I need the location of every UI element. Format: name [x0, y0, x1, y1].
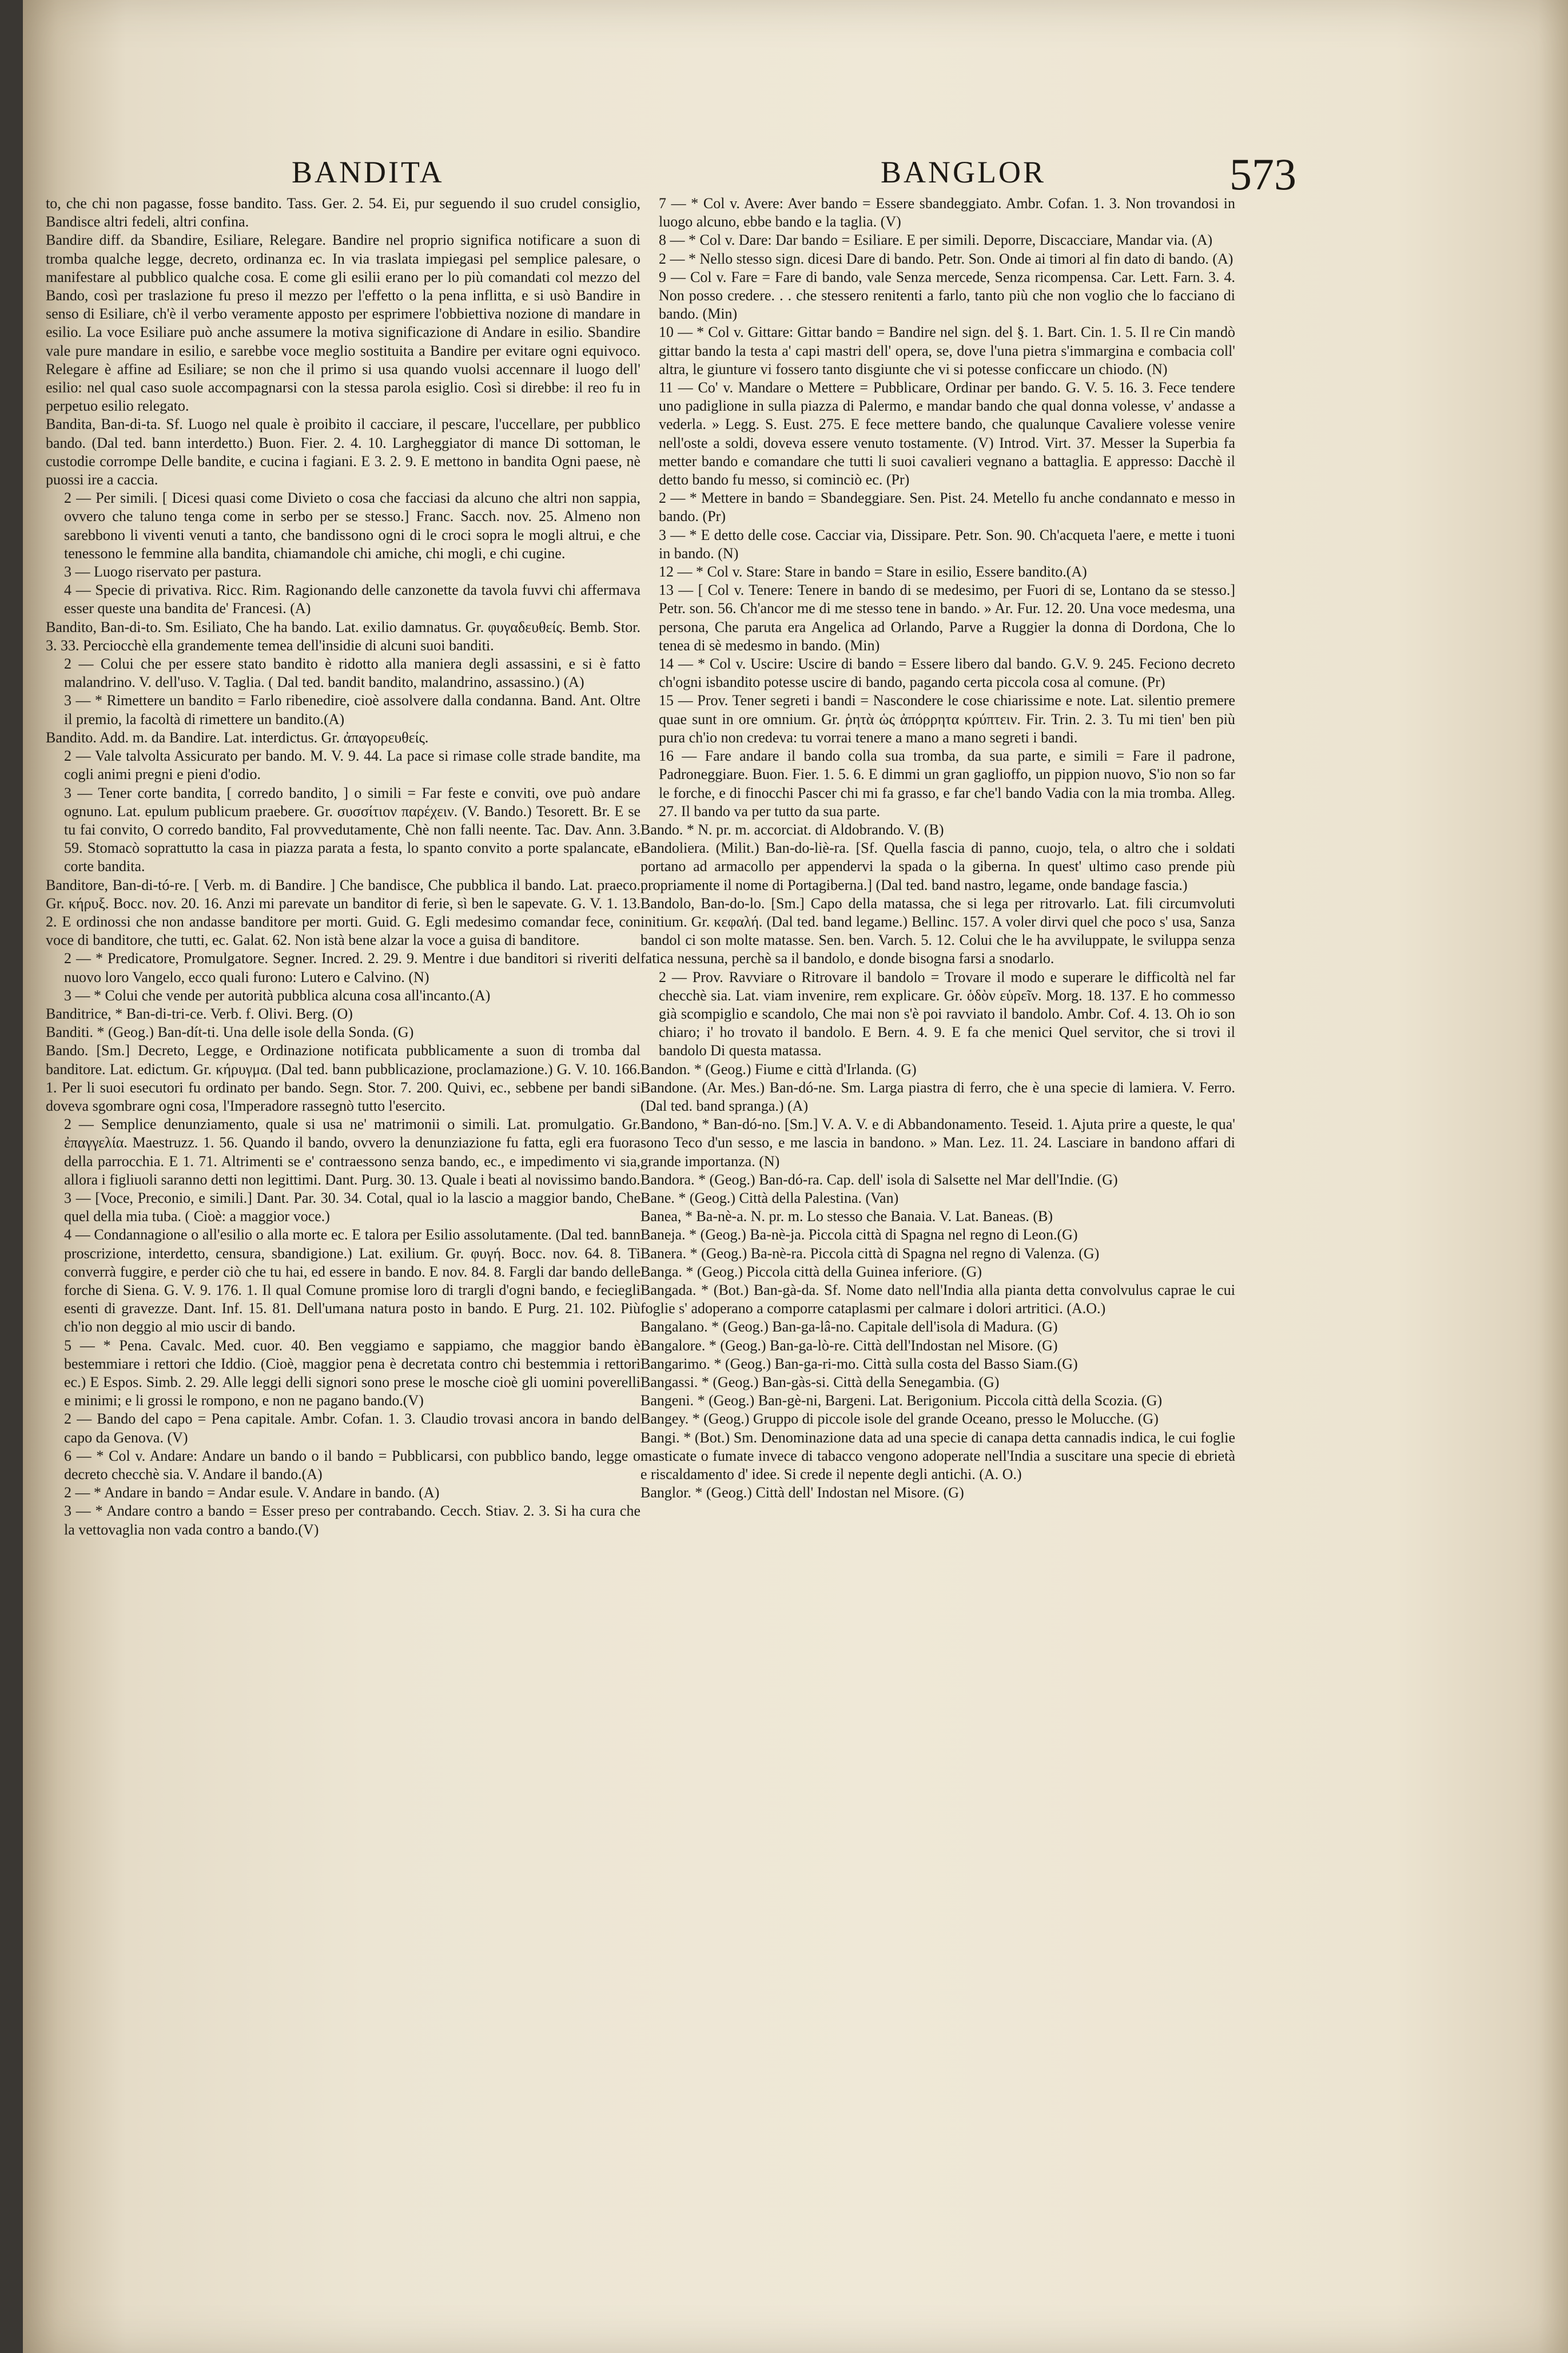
dictionary-entry: Banera. * (Geog.) Ba-nè-ra. Piccola città di Spagna nel regno di Valenza. (G): [640, 1245, 1100, 1262]
dictionary-entry: Banditi. * (Geog.) Ban-dít-ti. Una delle isole della Sonda. (G): [46, 1024, 414, 1041]
right-column: [640, 194, 1235, 2328]
dictionary-entry: Bangarimo. * (Geog.) Ban-ga-ri-mo. Città sulla costa del Basso Siam.(G): [640, 1355, 1078, 1372]
left-guide-word: BANDITA: [292, 155, 444, 189]
dictionary-entry: Bandita, Ban-di-ta. Sf. Luogo nel quale è proibito il cacciare, il pescare, l'uccellare, per pubblico bando. (Dal ted. bann interdetto.) Buon. Fier. 2. 4. 10. Largheggiator di mance Di sottoman, le custodie corrompe Delle bandite, e cucina i fagiani. E 3. 2. 9. E mettono in bandita Ogni paese, nè puossi ire a caccia.: [46, 416, 640, 488]
dictionary-entry: 3 — * Andare contro a bando = Esser preso per contrabando. Cecch. Stiav. 2. 3. Si ha cura che la vettovaglia non vada contro a bando.(V): [64, 1503, 640, 1538]
right-guide-word: BANGLOR: [881, 155, 1046, 189]
dictionary-entry: Bandon. * (Geog.) Fiume e città d'Irlanda. (G): [640, 1060, 917, 1078]
page-number: 573: [1229, 149, 1296, 199]
dictionary-entry: 7 — * Col v. Avere: Aver bando = Essere sbandeggiato. Ambr. Cofan. 1. 3. Non trovandosi in luogo alcuno, ebbe bando e la taglia. (V): [659, 195, 1235, 230]
dictionary-entry: Bangey. * (Geog.) Gruppo di piccole isole del grande Oceano, presso le Molucche. (G): [640, 1410, 1159, 1428]
dictionary-entry: 4 — Condannagione o all'esilio o alla morte ec. E talora per Esilio assolutamente. (Dal ted. bann proscrizione, interdetto, censura, sbandigione.) Lat. exilium. Gr. φυγή. Bocc. nov. 64. 8. Ti converrà fuggire, e perder ciò che tu hai, ed essere in bando. E nov. 84. 8. Fargli dar bando delle forche di Siena. G. V. 9. 176. 1. Il qual Comune promise loro di trargli d'ogni bando, e feciegli esenti di gravezze. Dant. Inf. 15. 81. Dell'umana natura posto in bando. E Purg. 21. 102. Più ch'io non deggio al mio uscir di bando.: [64, 1226, 640, 1336]
dictionary-entry: 3 — * Rimettere un bandito = Farlo ribenedire, cioè assolvere dalla condanna. Band. Ant. Oltre il premio, la facoltà di rimettere un bandito.(A): [64, 692, 640, 728]
dictionary-entry: Bandoliera. (Milit.) Ban-do-liè-ra. [Sf. Quella fascia di panno, cuojo, tela, o altro che i soldati portano ad armacollo per appendervi la spada o la giberna. In quest' ultimo caso prende più propriamente il nome di Portagiberna.] (Dal ted. band nastro, legame, onde bandage fascia.): [640, 840, 1235, 893]
dictionary-entry: 14 — * Col v. Uscire: Uscire di bando = Essere libero dal bando. G.V. 9. 245. Feciono decreto ch'ogni isbandito potesse uscire di bando, pagando certa piccola cosa al comune. (Pr): [659, 655, 1235, 691]
left-column: [46, 194, 640, 2328]
dictionary-entry: 2 — Per simili. [ Dicesi quasi come Divieto o cosa che facciasi da alcuno che altri non sappia, ovvero che taluno tenga come in serbo per se stesso.] Franc. Sacch. nov. 25. Almeno non sarebbono li viventi venuti a tanto, che bandissono ogni di le croci sopra le mogli altrui, e che tenessono le femmine alla bandita, chiamandole chi amiche, chi mogli, e chi cugine.: [64, 490, 640, 562]
dictionary-entry: 5 — * Pena. Cavalc. Med. cuor. 40. Ben veggiamo e sappiamo, che maggior bando è bestemmiare i rettori che Iddio. (Cioè, maggior pena è decretata contro chi bestemmia i rettori ec.) E Espos. Simb. 2. 29. Alle leggi delli signori sono prese le mosche cioè gli uomini poverelli e minimi; e li grossi le rompono, e non ne pagano bando.(V): [64, 1337, 640, 1409]
dictionary-entry: Bangalore. * (Geog.) Ban-ga-lò-re. Città dell'Indostan nel Misore. (G): [640, 1337, 1058, 1354]
dictionary-entry: 2 — * Nello stesso sign. dicesi Dare di bando. Petr. Son. Onde ai timori al fin dato di bando. (A): [659, 250, 1233, 267]
dictionary-entry: Bandito, Ban-di-to. Sm. Esiliato, Che ha bando. Lat. exilio damnatus. Gr. φυγαδευθείς. Bemb. Stor. 3. 33. Perciocchè ella grandemente temea dell'insidie di alcuni suoi banditi.: [46, 618, 640, 654]
book-page: [23, 0, 1568, 2353]
dictionary-entry: Baneja. * (Geog.) Ba-nè-ja. Piccola città di Spagna nel regno di Leon.(G): [640, 1226, 1078, 1243]
dictionary-entry: 12 — * Col v. Stare: Stare in bando = Stare in esilio, Essere bandito.(A): [659, 563, 1087, 581]
dictionary-entry: 9 — Col v. Fare = Fare di bando, vale Senza mercede, Senza ricompensa. Car. Lett. Farn. 3. 4. Non posso credere. . . che stessero renitenti a farlo, tanto più che non voglio che lo facciano di bando. (Min): [659, 268, 1235, 323]
dictionary-entry: Banga. * (Geog.) Piccola città della Guinea inferiore. (G): [640, 1263, 982, 1280]
dictionary-entry: 3 — * E detto delle cose. Cacciar via, Dissipare. Petr. Son. 90. Ch'acqueta l'aere, e mette i tuoni in bando. (N): [659, 526, 1235, 562]
dictionary-entry: 4 — Specie di privativa. Ricc. Rim. Ragionando delle canzonette da tavola fuvvi chi affermava esser queste una bandita de' Francesi. (A): [64, 582, 640, 617]
dictionary-entry: 10 — * Col v. Gittare: Gittar bando = Bandire nel sign. del §. 1. Bart. Cin. 1. 5. Il re Cin mandò gittar bando la testa a' capi mastri dell' opera, se, dove l'una pietra s'immargina e combacia coll' altra, le giunture vi fossero tanto disgiunte che vi si potesse conficcare un chiodo. (N): [659, 324, 1235, 377]
dictionary-entry: Banditrice, * Ban-di-tri-ce. Verb. f. Olivi. Berg. (O): [46, 1005, 353, 1022]
dictionary-entry: Bando. * N. pr. m. accorciat. di Aldobrando. V. (B): [640, 821, 944, 838]
dictionary-entry: Bane. * (Geog.) Città della Palestina. (Van): [640, 1189, 899, 1206]
dictionary-entry: Bangada. * (Bot.) Ban-gà-da. Sf. Nome dato nell'India alla pianta detta convolvulus caprae le cui foglie s' adoperano a comporre cataplasmi per calmare i dolori artritici. (A.O.): [640, 1281, 1235, 1317]
dictionary-entry: Bandono, * Ban-dó-no. [Sm.] V. A. V. e di Abbandonamento. Teseid. 1. Ajuta prire a queste, le qua' sono Teco d'un sesso, e me lascia in bandono. » Man. Lez. 11. 24. Lasciare in bandono affari di grande importanza. (N): [640, 1116, 1235, 1170]
dictionary-entry: 11 — Co' v. Mandare o Mettere = Pubblicare, Ordinar per bando. G. V. 5. 16. 3. Fece tendere uno padiglione in sulla piazza di Palermo, e mandar bando che qual donna volesse, v' andasse a vederla. » Legg. S. Eust. 275. E fece mettere bando, che qualunque Cavaliere volesse venire nell'oste a soldi, doveva essere venuto tostamente. (V) Introd. Virt. 37. Messer la Superbia fa metter bando e comandare che tutti li suoi cavalieri vegnano a battaglia. E appresso: Dacchè il detto bando fu messo, si cominciò ec. (Pr): [659, 379, 1235, 488]
dictionary-entry: Bando. [Sm.] Decreto, Legge, e Ordinazione notificata pubblicamente a suon di tromba dal banditore. Lat. edictum. Gr. κήρυγμα. (Dal ted. bann pubblicazione, proclamazione.) G. V. 10. 166. 1. Per li suoi esecutori fu ordinato per bando. Segn. Stor. 7. 200. Quivi, ec., sebbene per bandi si doveva sgombrare ogni cosa, l'Imperadore rassegnò tutto l'esercito.: [46, 1042, 640, 1114]
dictionary-entry: Bandito. Add. m. da Bandire. Lat. interdictus. Gr. ἀπαγορευθείς.: [46, 729, 429, 746]
dictionary-entry: 6 — * Col v. Andare: Andare un bando o il bando = Pubblicarsi, con pubblico bando, legge o decreto checchè sia. V. Andare il bando.(A): [64, 1447, 640, 1483]
dictionary-entry: Bangi. * (Bot.) Sm. Denominazione data ad una specie di canapa detta cannadis indica, le cui foglie masticate o fumate invece di tabacco vengono adoperate nell'India a suscitare una specie di ebrietà e riscaldamento d' idee. Si crede il nepente degli antichi. (A. O.): [640, 1429, 1235, 1483]
dictionary-entry: Bandire diff. da Sbandire, Esiliare, Relegare. Bandire nel proprio significa notificare a suon di tromba qualche legge, decreto, ordinanza ec. In via traslata impiegasi pel semplice palesare, o manifestare al pubblico qualche cosa. E come gli esilii erano per lo più comandati col mezzo del Bando, così per traslazione fu preso il mezzo per l'effetto o la pena inflitta, e si usò Bandire in senso di Esiliare, ch'è il verbo veramente apposto per esprimere l'obbiettiva nozione di mandare in esilio. La voce Esiliare può anche assumere la motiva significazione di Andare in esilio. Sbandire vale pure mandare in esilio, e sarebbe voce meglio sostituita a Bandire per evitare ogni equivoco. Relegare è affine ad Esiliare; se non che il primo si usa quando vuolsi accennare il luogo dell' esilio: nel qual caso suole accompagnarsi con la stessa parola esiglio. Così si direbbe: il reo fu in perpetuo esilio relegato.: [46, 232, 640, 415]
dictionary-entry: Bangalano. * (Geog.) Ban-ga-lâ-no. Capitale dell'isola di Madura. (G): [640, 1318, 1058, 1336]
dictionary-entry: to, che chi non pagasse, fosse bandito. Tass. Ger. 2. 54. Ei, pur seguendo il suo crudel consiglio, Bandisce altri fedeli, altri confina.: [46, 195, 640, 230]
dictionary-entry: 3 — [Voce, Preconio, e simili.] Dant. Par. 30. 34. Cotal, qual io la lascio a maggior bando, Che quel della mia tuba. ( Cioè: a maggior voce.): [64, 1189, 640, 1225]
dictionary-entry: 2 — Semplice denunziamento, quale si usa ne' matrimonii o simili. Lat. promulgatio. Gr. ἐπαγγελία. Maestruzz. 1. 56. Quando il bando, ovvero la denunziazione fu fatta, egli era fuora della parrocchia. E 1. 71. Altrimenti se e' contraessono senza bando, ec., e impedimento vi sia, allora i figliuoli saranno detti non legittimi. Dant. Purg. 30. 13. Quale i beati al novissimo bando.: [64, 1116, 640, 1188]
dictionary-entry: Banditore, Ban-di-tó-re. [ Verb. m. di Bandire. ] Che bandisce, Che pubblica il bando. Lat. praeco. Gr. κήρυξ. Bocc. nov. 20. 16. Anzi mi parevate un banditor di ferie, sì ben le sapevate. G. V. 1. 13. 2. E ordinossi che non andasse banditore per morti. Guid. G. Egli medesimo comandar fece, con voce di banditore, che tutti, ec. Galat. 62. Non istà bene alzar la voce a guisa di banditore.: [46, 876, 640, 949]
dictionary-entry: Bandone. (Ar. Mes.) Ban-dó-ne. Sm. Larga piastra di ferro, che è una specie di lamiera. V. Ferro. (Dal ted. band spranga.) (A): [640, 1079, 1235, 1114]
dictionary-entry: Bangassi. * (Geog.) Ban-gàs-si. Città della Senegambia. (G): [640, 1374, 1000, 1390]
dictionary-entry: 2 — Vale talvolta Assicurato per bando. M. V. 9. 44. La pace si rimase colle strade bandite, ma cogli animi pregni e pieni d'odio.: [64, 748, 640, 783]
dictionary-entry: 2 — Prov. Ravviare o Ritrovare il bandolo = Trovare il modo e superare le difficoltà nel far checchè sia. Lat. viam invenire, rem explicare. Gr. ὁδὸν εὑρεῖν. Morg. 18. 137. E ho commesso già scompiglio e scandolo, Che mai non s'è poi ravviato il bandolo. Ambr. Cof. 4. 13. Oh io son chiaro; i' ho trovato il bandolo. E Bern. 4. 9. E fa che menici Quel servitor, che si trovi il bandolo Di questa matassa.: [659, 968, 1235, 1059]
dictionary-entry: 8 — * Col v. Dare: Dar bando = Esiliare. E per simili. Deporre, Discacciare, Mandar via. (A): [659, 232, 1213, 249]
dictionary-entry: Bangeni. * (Geog.) Ban-gè-ni, Bargeni. Lat. Berigonium. Piccola città della Scozia. (G): [640, 1392, 1163, 1409]
dictionary-entry: 2 — * Predicatore, Promulgatore. Segner. Incred. 2. 29. 9. Mentre i due banditori si riveriti del nuovo loro Vangelo, ecco quali furono: Lutero e Calvino. (N): [64, 950, 640, 985]
dictionary-entry: 15 — Prov. Tener segreti i bandi = Nascondere le cose chiarissime e note. Lat. silentio premere quae sunt in ore omnium. Gr. ῥητὰ ὡς ἀπόρρητα κρύπτειν. Fir. Trin. 2. 3. Tu mi tien' ben più pura ch'io non credeva: tu vorrai tenere a mano a mano segreti i bandi.: [659, 692, 1235, 746]
dictionary-entry: Banea, * Ba-nè-a. N. pr. m. Lo stesso che Banaia. V. Lat. Baneas. (B): [640, 1208, 1053, 1225]
dictionary-entry: 3 — Luogo riservato per pastura.: [64, 563, 262, 581]
dictionary-entry: 13 — [ Col v. Tenere: Tenere in bando di se medesimo, per Fuori di se, Lontano da se stesso.] Petr. son. 56. Ch'ancor me di me stesso tene in bando. » Ar. Fur. 12. 20. Una voce medesma, una persona, Che paruta era Angelica ad Orlando, Parve a Ruggier la donna di Dordona, Che lo tenea di sè medesmo in bando. (Min): [659, 582, 1235, 654]
dictionary-entry: 2 — Bando del capo = Pena capitale. Ambr. Cofan. 1. 3. Claudio trovasi ancora in bando del capo da Genova. (V): [64, 1410, 640, 1446]
dictionary-entry: 3 — Tener corte bandita, [ corredo bandito, ] o simili = Far feste e conviti, ove può andare ognuno. Lat. epulum publicum praebere. Gr. συσσίτιον παρέχειν. (V. Bando.) Tesorett. Br. E se tu fai convito, O corredo bandito, Fal provvedutamente, Chè non falli neente. Tac. Dav. Ann. 3. 59. Stomacò soprattutto la casa in piazza parata a festa, lo spanto convito a porte spalancate, e corte bandita.: [64, 784, 640, 875]
dictionary-entry: Bandora. * (Geog.) Ban-dó-ra. Cap. dell' isola di Salsette nel Mar dell'Indie. (G): [640, 1171, 1118, 1188]
dictionary-entry: 16 — Fare andare il bando colla sua tromba, da sua parte, e simili = Fare il padrone, Padroneggiare. Buon. Fier. 1. 5. 6. E dimmi un gran gaglioffo, un pippion nuovo, S'io non so far le forche, e di finocchi Pascer chi mi fa grasso, e far che'l bando Vadia con la mia tromba. Alleg. 27. Il bando va per tutto da sua parte.: [659, 748, 1235, 820]
dictionary-entry: 2 — * Mettere in bando = Sbandeggiare. Sen. Pist. 24. Metello fu anche condannato e messo in bando. (Pr): [659, 490, 1235, 525]
dictionary-entry: 2 — Colui che per essere stato bandito è ridotto alla maniera degli assassini, e si è fatto malandrino. V. dell'uso. V. Taglia. ( Dal ted. bandit bandito, malandrino, assassino.) (A): [64, 655, 640, 691]
dictionary-entry: 2 — * Andare in bando = Andar esule. V. Andare in bando. (A): [64, 1484, 440, 1501]
dictionary-entry: Bandolo, Ban-do-lo. [Sm.] Capo della matassa, che si lega per ritrovarlo. Lat. fili circumvoluti initium. Gr. κεφαλή. (Dal ted. band legame.) Bellinc. 157. A voler dirvi quel che poco s' usa, Sanza bandol ci son molte matasse. Sen. ben. Varch. 5. 12. Colui che le ha avviluppate, le sviluppa senza fatica nessuna, perchè sa il bandolo, e donde bisogna farsi a snodarlo.: [640, 895, 1235, 967]
dictionary-entry: 3 — * Colui che vende per autorità pubblica alcuna cosa all'incanto.(A): [64, 987, 491, 1004]
dictionary-entry: Banglor. * (Geog.) Città dell' Indostan nel Misore. (G): [640, 1484, 964, 1501]
